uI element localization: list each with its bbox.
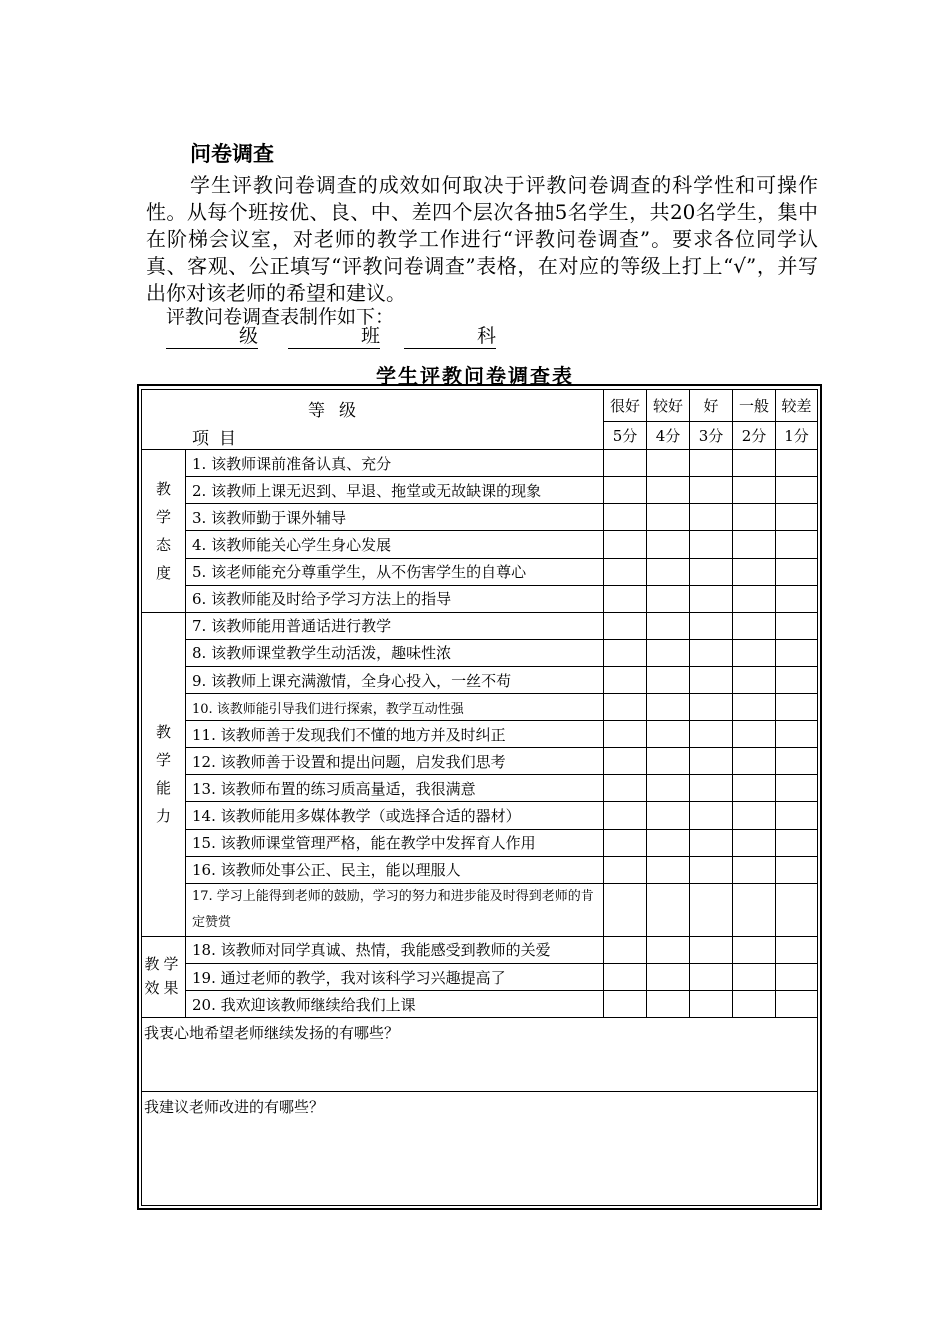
rating-cell-poor[interactable] — [776, 775, 818, 802]
grade-score-3: 3分 — [690, 422, 733, 450]
item-text: 2. 该教师上课无迟到、早退、拖堂或无故缺课的现象 — [186, 477, 604, 504]
category-label: 教学能力 — [155, 723, 171, 826]
rating-cell-good-plus[interactable] — [647, 883, 690, 936]
rating-cell-very-good[interactable] — [604, 477, 647, 504]
grade-label-good-plus: 较好 — [647, 390, 690, 422]
rating-cell-good-plus[interactable] — [647, 694, 690, 721]
rating-cell-poor[interactable] — [776, 612, 818, 639]
item-text: 5. 该老师能充分尊重学生，从不伤害学生的自尊心 — [186, 558, 604, 585]
item-text: 13. 该教师布置的练习质高量适，我很满意 — [186, 775, 604, 802]
rating-cell-poor[interactable] — [776, 963, 818, 990]
rating-cell-average[interactable] — [733, 883, 776, 936]
grade-fill-line[interactable] — [166, 324, 258, 349]
rating-cell-poor[interactable] — [776, 639, 818, 666]
rating-cell-good[interactable] — [690, 612, 733, 639]
rating-cell-good[interactable] — [690, 991, 733, 1018]
grade-label-poor: 较差 — [776, 390, 818, 422]
subject-fill-line[interactable] — [404, 324, 496, 349]
item-text: 16. 该教师处事公正、民主，能以理服人 — [186, 856, 604, 883]
rating-cell-good[interactable] — [690, 694, 733, 721]
rating-cell-good[interactable] — [690, 477, 733, 504]
item-text: 3. 该教师勤于课外辅导 — [186, 504, 604, 531]
rating-cell-good-plus[interactable] — [647, 585, 690, 612]
item-text: 20. 我欢迎该教师继续给我们上课 — [186, 991, 604, 1018]
class-fill-line[interactable] — [288, 324, 380, 349]
rating-cell-very-good[interactable] — [604, 639, 647, 666]
rating-cell-good-plus[interactable] — [647, 963, 690, 990]
rating-cell-very-good[interactable] — [604, 666, 647, 693]
rating-cell-very-good[interactable] — [604, 856, 647, 883]
item-text: 15. 该教师课堂管理严格，能在教学中发挥育人作用 — [186, 829, 604, 856]
rating-cell-very-good[interactable] — [604, 775, 647, 802]
rating-cell-very-good[interactable] — [604, 991, 647, 1018]
rating-cell-good-plus[interactable] — [647, 991, 690, 1018]
rating-cell-good-plus[interactable] — [647, 936, 690, 963]
rating-cell-average[interactable] — [733, 531, 776, 558]
comment-row-hope — [142, 1018, 818, 1092]
subject-label: 科 — [476, 325, 496, 347]
rating-cell-very-good[interactable] — [604, 694, 647, 721]
rating-cell-poor[interactable] — [776, 748, 818, 775]
table-row — [142, 477, 818, 504]
rating-cell-good-plus[interactable] — [647, 802, 690, 829]
rating-cell-poor[interactable] — [776, 936, 818, 963]
comment-row-suggest — [142, 1092, 818, 1206]
rating-cell-poor[interactable] — [776, 477, 818, 504]
rating-cell-poor[interactable] — [776, 802, 818, 829]
table-row — [142, 963, 818, 990]
grade-label-average: 一般 — [733, 390, 776, 422]
table-row — [142, 748, 818, 775]
rating-cell-very-good[interactable] — [604, 450, 647, 477]
rating-cell-good[interactable] — [690, 829, 733, 856]
rating-cell-good[interactable] — [690, 585, 733, 612]
rating-cell-good[interactable] — [690, 721, 733, 748]
item-text: 4. 该教师能关心学生身心发展 — [186, 531, 604, 558]
rating-cell-good-plus[interactable] — [647, 856, 690, 883]
grade-label-very-good: 很好 — [604, 390, 647, 422]
table-row — [142, 802, 818, 829]
rating-cell-good[interactable] — [690, 504, 733, 531]
rating-cell-good-plus[interactable] — [647, 477, 690, 504]
item-text: 17. 学习上能得到老师的鼓励，学习的努力和进步能及时得到老师的肯定赞赏 — [186, 883, 604, 936]
category-label: 教学效果 — [144, 955, 183, 998]
rating-cell-good[interactable] — [690, 883, 733, 936]
table-row — [142, 450, 818, 477]
rating-cell-good-plus[interactable] — [647, 639, 690, 666]
item-text: 19. 通过老师的教学，我对该科学习兴趣提高了 — [186, 963, 604, 990]
rating-cell-good-plus[interactable] — [647, 666, 690, 693]
rating-cell-good[interactable] — [690, 802, 733, 829]
rating-cell-very-good[interactable] — [604, 963, 647, 990]
category-ability — [142, 612, 186, 936]
table-row — [142, 558, 818, 585]
rating-cell-good[interactable] — [690, 936, 733, 963]
rating-cell-good[interactable] — [690, 666, 733, 693]
rating-cell-poor[interactable] — [776, 883, 818, 936]
rating-cell-average[interactable] — [733, 991, 776, 1018]
rating-cell-average[interactable] — [733, 477, 776, 504]
rating-cell-good-plus[interactable] — [647, 558, 690, 585]
rating-cell-very-good[interactable] — [604, 936, 647, 963]
table-title: 学生评教问卷调查表 — [376, 364, 574, 388]
rating-cell-good-plus[interactable] — [647, 531, 690, 558]
rating-cell-poor[interactable] — [776, 450, 818, 477]
rating-cell-good[interactable] — [690, 558, 733, 585]
rating-cell-average[interactable] — [733, 694, 776, 721]
header-label-cell — [142, 390, 604, 450]
rating-cell-poor[interactable] — [776, 856, 818, 883]
rating-cell-good[interactable] — [690, 748, 733, 775]
rating-cell-poor[interactable] — [776, 558, 818, 585]
rating-cell-good-plus[interactable] — [647, 612, 690, 639]
rating-cell-very-good[interactable] — [604, 829, 647, 856]
rating-cell-average[interactable] — [733, 721, 776, 748]
rating-cell-average[interactable] — [733, 558, 776, 585]
rating-cell-good[interactable] — [690, 450, 733, 477]
rating-cell-very-good[interactable] — [604, 558, 647, 585]
item-text: 1. 该教师课前准备认真、充分 — [186, 450, 604, 477]
table-row — [142, 585, 818, 612]
rating-cell-very-good[interactable] — [604, 504, 647, 531]
intro-line: 评教问卷调查表制作如下： — [166, 306, 395, 328]
rating-cell-average[interactable] — [733, 856, 776, 883]
rating-cell-very-good[interactable] — [604, 748, 647, 775]
rating-cell-poor[interactable] — [776, 694, 818, 721]
rating-cell-average[interactable] — [733, 612, 776, 639]
rating-cell-good[interactable] — [690, 531, 733, 558]
category-attitude — [142, 450, 186, 613]
table-row — [142, 504, 818, 531]
item-text: 8. 该教师课堂教学生动活泼，趣味性浓 — [186, 639, 604, 666]
page-heading: 问卷调查 — [190, 142, 274, 166]
rating-cell-very-good[interactable] — [604, 802, 647, 829]
rating-cell-very-good[interactable] — [604, 612, 647, 639]
table-row — [142, 721, 818, 748]
item-text: 12. 该教师善于设置和提出问题，启发我们思考 — [186, 748, 604, 775]
rating-cell-average[interactable] — [733, 504, 776, 531]
table-row — [142, 639, 818, 666]
grade-label-good: 好 — [690, 390, 733, 422]
rating-cell-very-good[interactable] — [604, 721, 647, 748]
rating-cell-average[interactable] — [733, 450, 776, 477]
table-row — [142, 666, 818, 693]
rating-cell-average[interactable] — [733, 936, 776, 963]
grade-label: 级 — [238, 325, 258, 347]
rating-cell-good-plus[interactable] — [647, 748, 690, 775]
table-row — [142, 829, 818, 856]
rating-cell-good-plus[interactable] — [647, 504, 690, 531]
level-label: 等级 — [308, 401, 370, 421]
rating-cell-average[interactable] — [733, 748, 776, 775]
rating-cell-good[interactable] — [690, 639, 733, 666]
rating-cell-poor[interactable] — [776, 991, 818, 1018]
table-row — [142, 883, 818, 936]
rating-cell-poor[interactable] — [776, 721, 818, 748]
table-row — [142, 991, 818, 1018]
item-text: 9. 该教师上课充满激情，全身心投入，一丝不苟 — [186, 666, 604, 693]
table-row — [142, 531, 818, 558]
table-row — [142, 856, 818, 883]
rating-cell-poor[interactable] — [776, 829, 818, 856]
rating-cell-very-good[interactable] — [604, 531, 647, 558]
rating-cell-poor[interactable] — [776, 585, 818, 612]
rating-cell-good-plus[interactable] — [647, 829, 690, 856]
item-text: 6. 该教师能及时给予学习方法上的指导 — [186, 585, 604, 612]
grade-score-1: 1分 — [776, 422, 818, 450]
rating-cell-good[interactable] — [690, 856, 733, 883]
rating-cell-poor[interactable] — [776, 531, 818, 558]
rating-cell-average[interactable] — [733, 775, 776, 802]
category-effect — [142, 936, 186, 1017]
table-row — [142, 775, 818, 802]
grade-score-4: 4分 — [647, 422, 690, 450]
table-row — [142, 612, 818, 639]
item-text: 14. 该教师能用多媒体教学（或选择合适的器材） — [186, 802, 604, 829]
rating-cell-good-plus[interactable] — [647, 721, 690, 748]
category-label: 教学态度 — [155, 479, 171, 582]
item-text: 10. 该教师能引导我们进行探索，教学互动性强 — [186, 694, 604, 721]
item-label: 项目 — [192, 429, 246, 449]
rating-cell-good[interactable] — [690, 775, 733, 802]
survey-table — [141, 389, 818, 1206]
rating-cell-average[interactable] — [733, 585, 776, 612]
rating-cell-average[interactable] — [733, 639, 776, 666]
table-row — [142, 936, 818, 963]
hope-comment-box[interactable]: 我衷心地希望老师继续发扬的有哪些？ — [142, 1018, 818, 1092]
rating-cell-very-good[interactable] — [604, 883, 647, 936]
rating-cell-good-plus[interactable] — [647, 450, 690, 477]
rating-cell-good-plus[interactable] — [647, 775, 690, 802]
rating-cell-average[interactable] — [733, 829, 776, 856]
rating-cell-good[interactable] — [690, 963, 733, 990]
rating-cell-poor[interactable] — [776, 504, 818, 531]
rating-cell-very-good[interactable] — [604, 585, 647, 612]
item-text: 11. 该教师善于发现我们不懂的地方并及时纠正 — [186, 721, 604, 748]
rating-cell-average[interactable] — [733, 666, 776, 693]
rating-cell-average[interactable] — [733, 802, 776, 829]
item-text: 18. 该教师对同学真诚、热情，我能感受到教师的关爱 — [186, 936, 604, 963]
rating-cell-poor[interactable] — [776, 666, 818, 693]
rating-cell-average[interactable] — [733, 963, 776, 990]
grade-score-5: 5分 — [604, 422, 647, 450]
intro-paragraph: 学生评教问卷调查的成效如何取决于评教问卷调查的科学性和可操作性。从每个班按优、良、中、差四个层次各抽5名学生，共20名学生，集中在阶梯会议室，对老师的教学工作进行“评教问卷调查”。要求各位同学认真、客观、公正填写“评教问卷调查”表格，在对应的等级上打上“√”，并写出你对该老师的希望和建议。 — [146, 173, 818, 305]
table-row — [142, 694, 818, 721]
item-text: 7. 该教师能用普通话进行教学 — [186, 612, 604, 639]
grade-score-2: 2分 — [733, 422, 776, 450]
suggest-comment-box[interactable]: 我建议老师改进的有哪些？ — [142, 1092, 818, 1206]
class-label: 班 — [360, 325, 380, 347]
